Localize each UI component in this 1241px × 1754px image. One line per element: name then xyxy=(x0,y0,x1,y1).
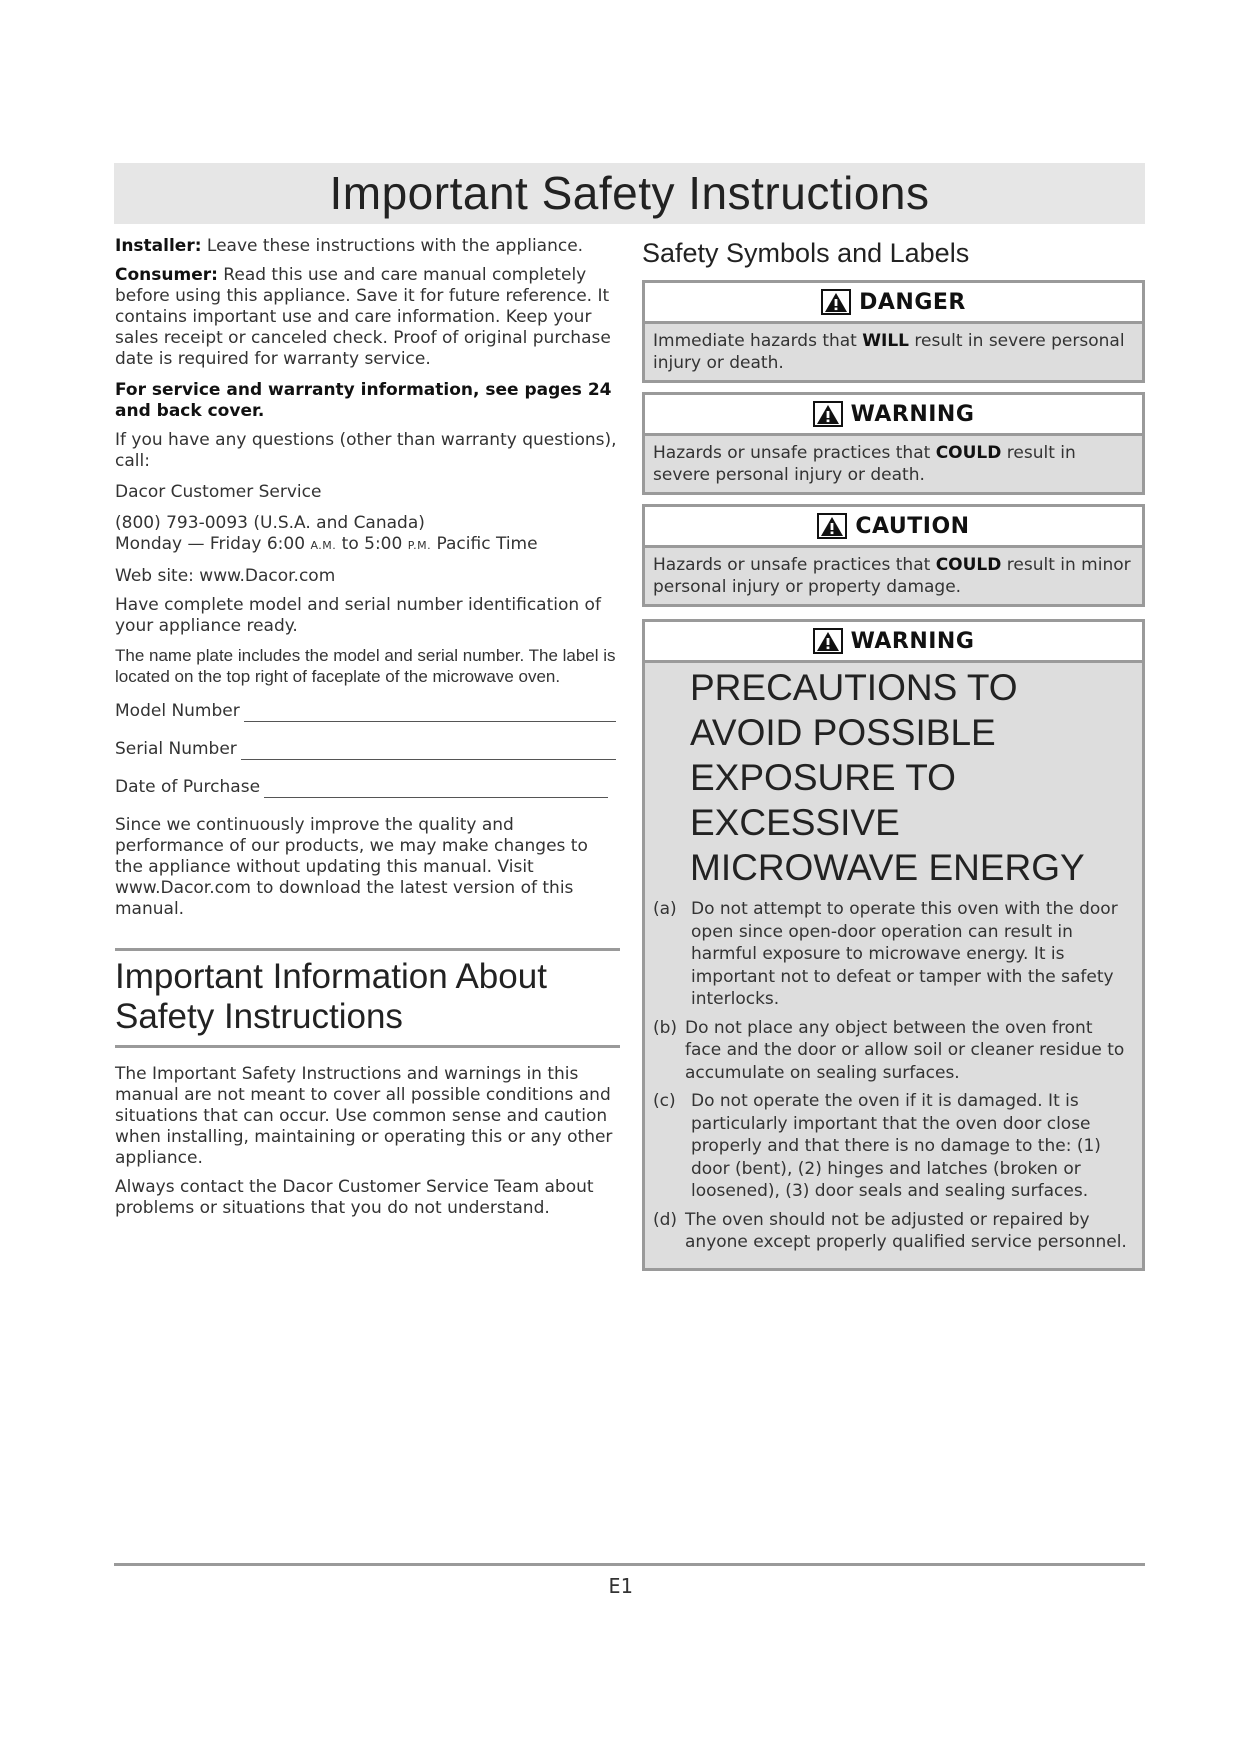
danger-box xyxy=(642,280,1145,383)
consumer-label: Consumer: xyxy=(115,265,218,285)
list-marker: (d) xyxy=(653,1209,678,1230)
title-banner xyxy=(114,163,1145,224)
warning-body xyxy=(645,436,1142,492)
microwave-warning-label: WARNING xyxy=(850,628,975,654)
model-number-line xyxy=(244,705,616,722)
consumer-text: Read this use and care manual completely before using this appliance. Save it for future reference. It contains important use and care information. Keep your sales receipt or canceled check. Proof of original purchase date is required for warranty service. xyxy=(115,265,611,369)
caution-body xyxy=(645,548,1142,604)
warning-emphasis: COULD xyxy=(935,443,1002,463)
list-item xyxy=(653,1017,1134,1085)
model-number-label: Model Number xyxy=(115,701,240,721)
nameplate-text: The name plate includes the model and serial number. The label is located on the top right of faceplate of the microwave oven. xyxy=(115,646,616,686)
danger-label: DANGER xyxy=(859,289,966,315)
caution-text-1: Hazards or unsafe practices that xyxy=(653,555,936,575)
service-note: For service and warranty information, see pages 24 and back cover. xyxy=(115,380,612,421)
page-title: Important Safety Instructions xyxy=(329,167,930,219)
list-item xyxy=(653,898,1134,1011)
list-marker: (a) xyxy=(653,899,677,919)
caution-label: CAUTION xyxy=(855,513,970,539)
page-number: E1 xyxy=(608,1574,633,1598)
section-paragraph-2: Always contact the Dacor Customer Service Team about problems or situations that you do not understand. xyxy=(115,1177,594,1218)
warning-text-1: Hazards or unsafe practices that xyxy=(653,443,936,463)
list-marker: (b) xyxy=(653,1017,678,1038)
hours xyxy=(115,534,620,556)
danger-text-1: Immediate hazards that xyxy=(653,331,863,351)
warning-text-2: result in severe personal injury or death. xyxy=(653,443,1076,485)
microwave-warning-title-bar xyxy=(645,622,1142,663)
phone-number: (800) 793-0093 (U.S.A. and Canada) xyxy=(115,513,425,533)
date-of-purchase-label: Date of Purchase xyxy=(115,777,261,797)
list-item xyxy=(653,1090,1134,1203)
left-column xyxy=(115,236,620,1227)
list-marker: (c) xyxy=(653,1091,676,1111)
pm-label: P.M. xyxy=(407,539,432,552)
list-text: Do not place any object between the oven front face and the door or allow soil or cleaner residue to accumulate on sealing surfaces. xyxy=(685,1017,1125,1083)
danger-text-2: result in severe personal injury or death. xyxy=(653,331,1125,373)
customer-service: Dacor Customer Service xyxy=(115,482,322,502)
model-number-field[interactable] xyxy=(115,701,620,722)
installer-label: Installer: xyxy=(115,236,202,256)
warning-triangle-icon xyxy=(821,289,851,315)
hours-part-3: Pacific Time xyxy=(431,534,538,554)
consumer-paragraph xyxy=(115,265,620,370)
footer-rule xyxy=(114,1563,1145,1566)
danger-emphasis: WILL xyxy=(862,331,910,351)
list-text: Do not operate the oven if it is damaged. It is particularly important that the oven door close properly and that there is no damage to the: (1) door (bent), (2) hinges and latches (broken or loosened), (3) door seals and sealing surfaces. xyxy=(691,1091,1101,1201)
am-label: A.M. xyxy=(310,539,337,552)
precautions-list xyxy=(645,898,1142,1268)
precautions-headline: PRECAUTIONS TO AVOID POSSIBLE EXPOSURE TO EXCESSIVE MICROWAVE ENERGY xyxy=(690,667,1085,888)
warning-title-bar xyxy=(645,395,1142,436)
serial-number-label: Serial Number xyxy=(115,739,237,759)
symbols-heading: Safety Symbols and Labels xyxy=(642,238,970,268)
questions-text: If you have any questions (other than warranty questions), call: xyxy=(115,430,617,471)
danger-body xyxy=(645,324,1142,380)
warning-box xyxy=(642,392,1145,495)
hours-part-1: Monday — Friday 6:00 xyxy=(115,534,311,554)
date-of-purchase-field[interactable] xyxy=(115,777,612,798)
list-item xyxy=(653,1209,1134,1254)
section-paragraph-1: The Important Safety Instructions and warnings in this manual are not meant to cover all possible conditions and situations that can occur. Use common sense and caution when installing, maintaining or operating this or any other appliance. xyxy=(115,1064,613,1168)
hours-part-2: to 5:00 xyxy=(336,534,408,554)
serial-number-field[interactable] xyxy=(115,739,620,760)
microwave-warning-box xyxy=(642,619,1145,1271)
caution-text-2: result in minor personal injury or property damage. xyxy=(653,555,1131,597)
website: Web site: www.Dacor.com xyxy=(115,566,336,586)
caution-box xyxy=(642,504,1145,607)
list-text: Do not attempt to operate this oven with the door open since open-door operation can result in harmful exposure to microwave energy. It is important not to defeat or tamper with the safety interlocks. xyxy=(691,899,1118,1009)
warning-triangle-icon xyxy=(817,513,847,539)
installer-paragraph xyxy=(115,236,620,257)
serial-number-line xyxy=(241,743,616,760)
danger-title-bar xyxy=(645,283,1142,324)
caution-emphasis: COULD xyxy=(935,555,1002,575)
improve-note: Since we continuously improve the quality and performance of our products, we may make changes to the appliance without updating this manual. Visit www.Dacor.com to download the latest version of this manual. xyxy=(115,815,588,919)
installer-text: Leave these instructions with the appliance. xyxy=(201,236,584,256)
section-heading-block xyxy=(115,948,620,1048)
caution-title-bar xyxy=(645,507,1142,548)
warning-triangle-icon xyxy=(813,628,843,654)
date-of-purchase-line xyxy=(264,781,608,798)
right-column xyxy=(642,236,1145,1280)
model-ready-text: Have complete model and serial number identification of your appliance ready. xyxy=(115,595,601,636)
warning-label: WARNING xyxy=(850,401,975,427)
list-text: The oven should not be adjusted or repaired by anyone except properly qualified service personnel. xyxy=(685,1209,1127,1252)
warning-triangle-icon xyxy=(813,401,843,427)
section-title: Important Information About Safety Instructions xyxy=(115,957,547,1036)
